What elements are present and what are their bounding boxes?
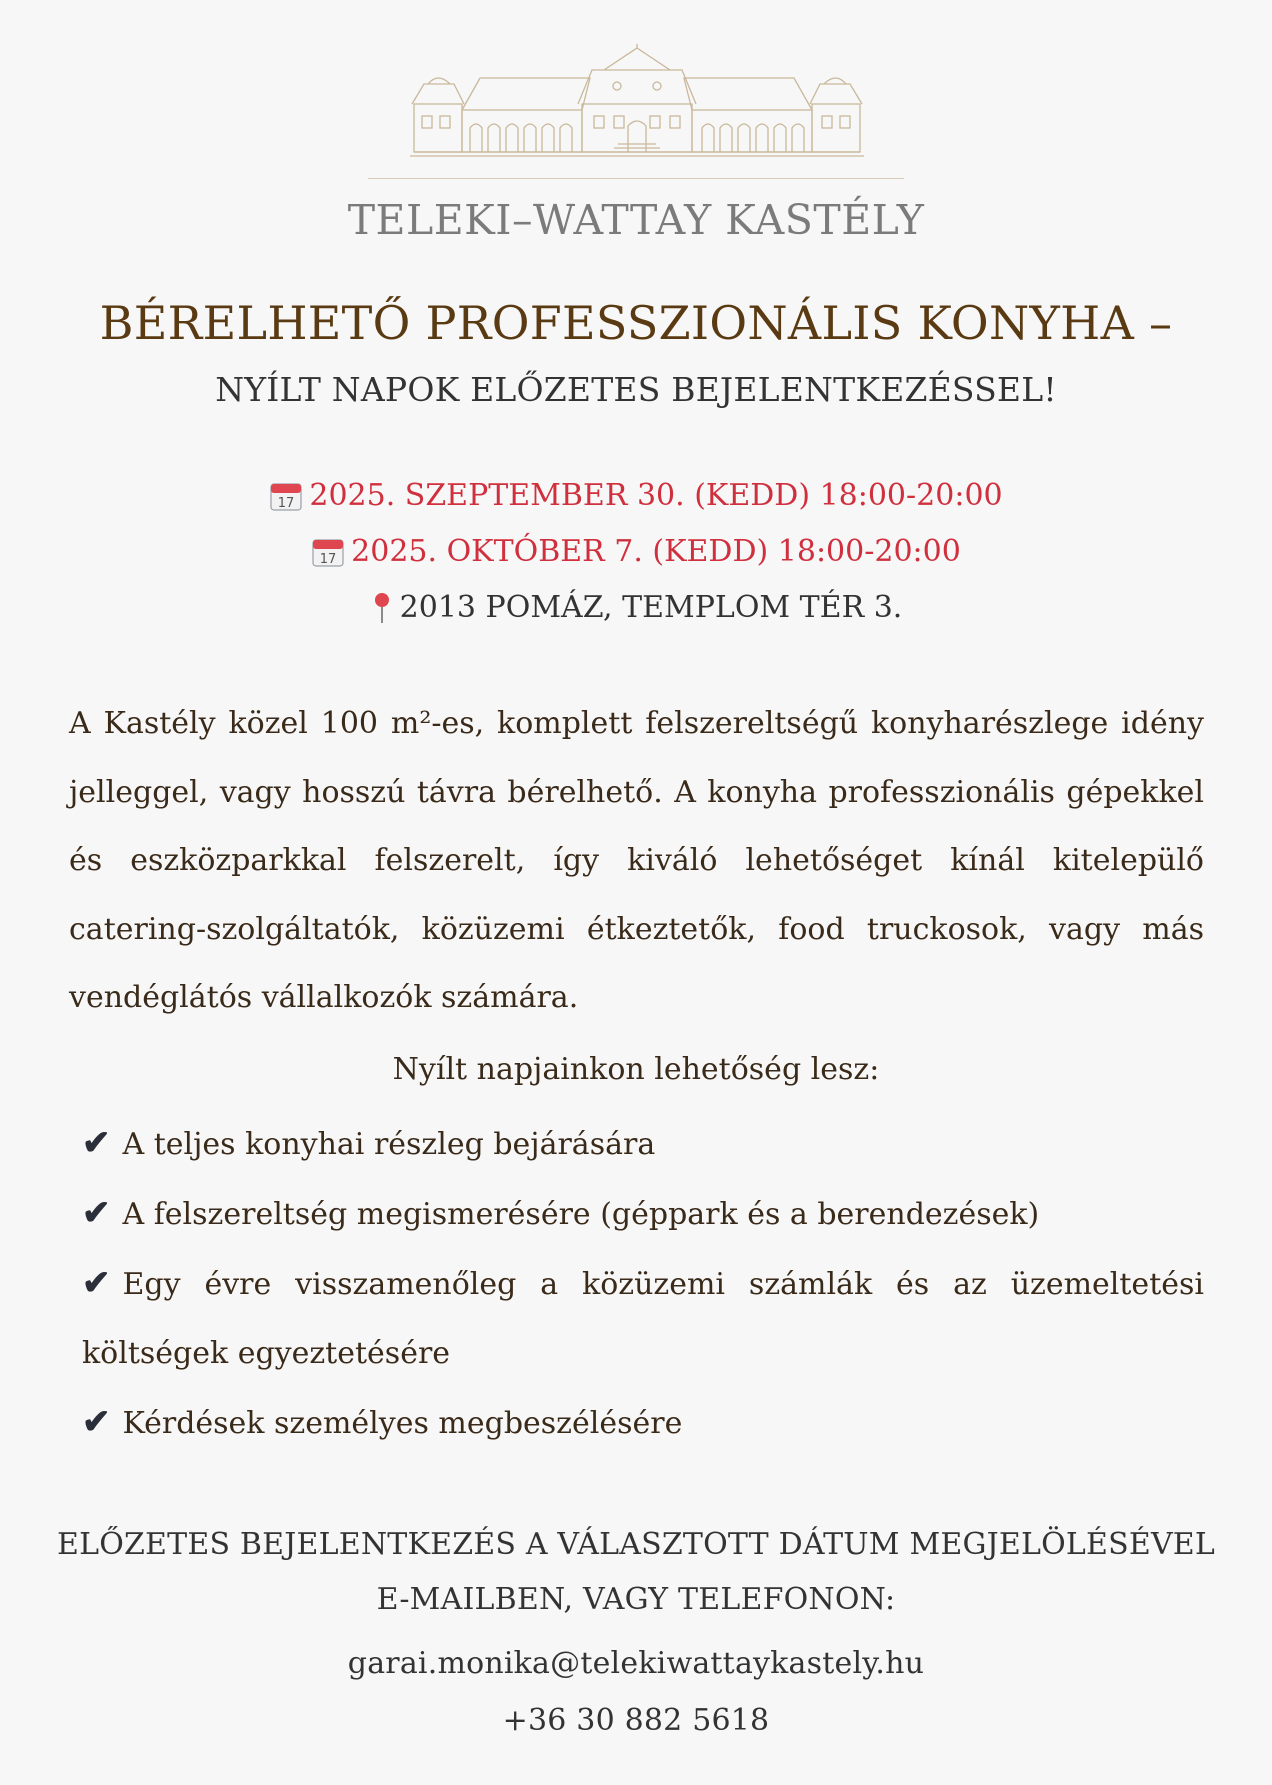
checkmark-icon: ✔ — [82, 1402, 111, 1442]
checkmark-icon: ✔ — [82, 1193, 111, 1233]
brand-name: TELEKI–WATTAY KASTÉLY — [347, 196, 925, 244]
svg-text:17: 17 — [319, 551, 337, 567]
list-item: ✔ Egy évre visszamenőleg a közüzemi számlák és az üzemeltetési költségek egyeztetésére — [82, 1263, 1204, 1371]
contact-email-link[interactable]: garai.monika@telekiwattaykastely.hu — [347, 1646, 925, 1681]
map-pin-icon — [370, 591, 394, 625]
checkmark-icon: ✔ — [82, 1263, 111, 1303]
contact-instruction-1: ELŐZETES BEJELENTKEZÉS A VÁLASZTOTT DÁTUM MEGJELÖLÉSÉVEL — [56, 1527, 1216, 1562]
list-item: ✔ A felszereltség megismerésére (géppark és a berendezések) — [82, 1193, 1040, 1233]
page-title: BÉRELHETŐ PROFESSZIONÁLIS KONYHA – — [99, 296, 1173, 350]
calendar-icon — [269, 480, 303, 512]
logo-divider — [368, 178, 904, 179]
svg-text:17: 17 — [278, 495, 295, 511]
event-location-text: 2013 POMÁZ, TEMPLOM TÉR 3. — [399, 590, 903, 625]
event-date-text: 2025. OKTÓBER 7. (KEDD) 18:00-20:00 — [351, 534, 961, 569]
page-subtitle: NYÍLT NAPOK ELŐZETES BEJELENTKEZÉSSEL! — [215, 370, 1057, 409]
list-item: ✔ Kérdések személyes megbeszélésére — [82, 1402, 683, 1442]
castle-logo-icon — [410, 44, 864, 162]
description-paragraph: A Kastély közel 100 m²-es, komplett felszereltségű konyharészlege idény jelleggel, vagy hosszú távra bérelhető. A konyha professzionális gépekkel és eszközparkkal felszerelt, így kiváló lehetőséget kínál kitelepülő catering-szolgáltatók, közüzemi étkeztetők, food truckosok, vagy más vendéglátós vállalkozók számára. — [69, 706, 1204, 1015]
calendar-icon — [311, 536, 345, 568]
opportunities-list — [82, 1109, 1204, 1458]
contact-instruction-2: E-MAILBEN, VAGY TELEFONON: — [376, 1582, 896, 1617]
contact-phone-link[interactable]: +36 30 882 5618 — [502, 1703, 770, 1738]
list-item: ✔ A teljes konyhai részleg bejárására — [82, 1123, 656, 1163]
event-date-2 — [0, 534, 1272, 569]
event-date-1 — [0, 478, 1272, 513]
event-location — [0, 590, 1272, 625]
opportunities-lead: Nyílt napjainkon lehetőség lesz: — [392, 1052, 880, 1087]
checkmark-icon: ✔ — [82, 1123, 111, 1163]
event-date-text: 2025. SZEPTEMBER 30. (KEDD) 18:00-20:00 — [309, 478, 1003, 513]
